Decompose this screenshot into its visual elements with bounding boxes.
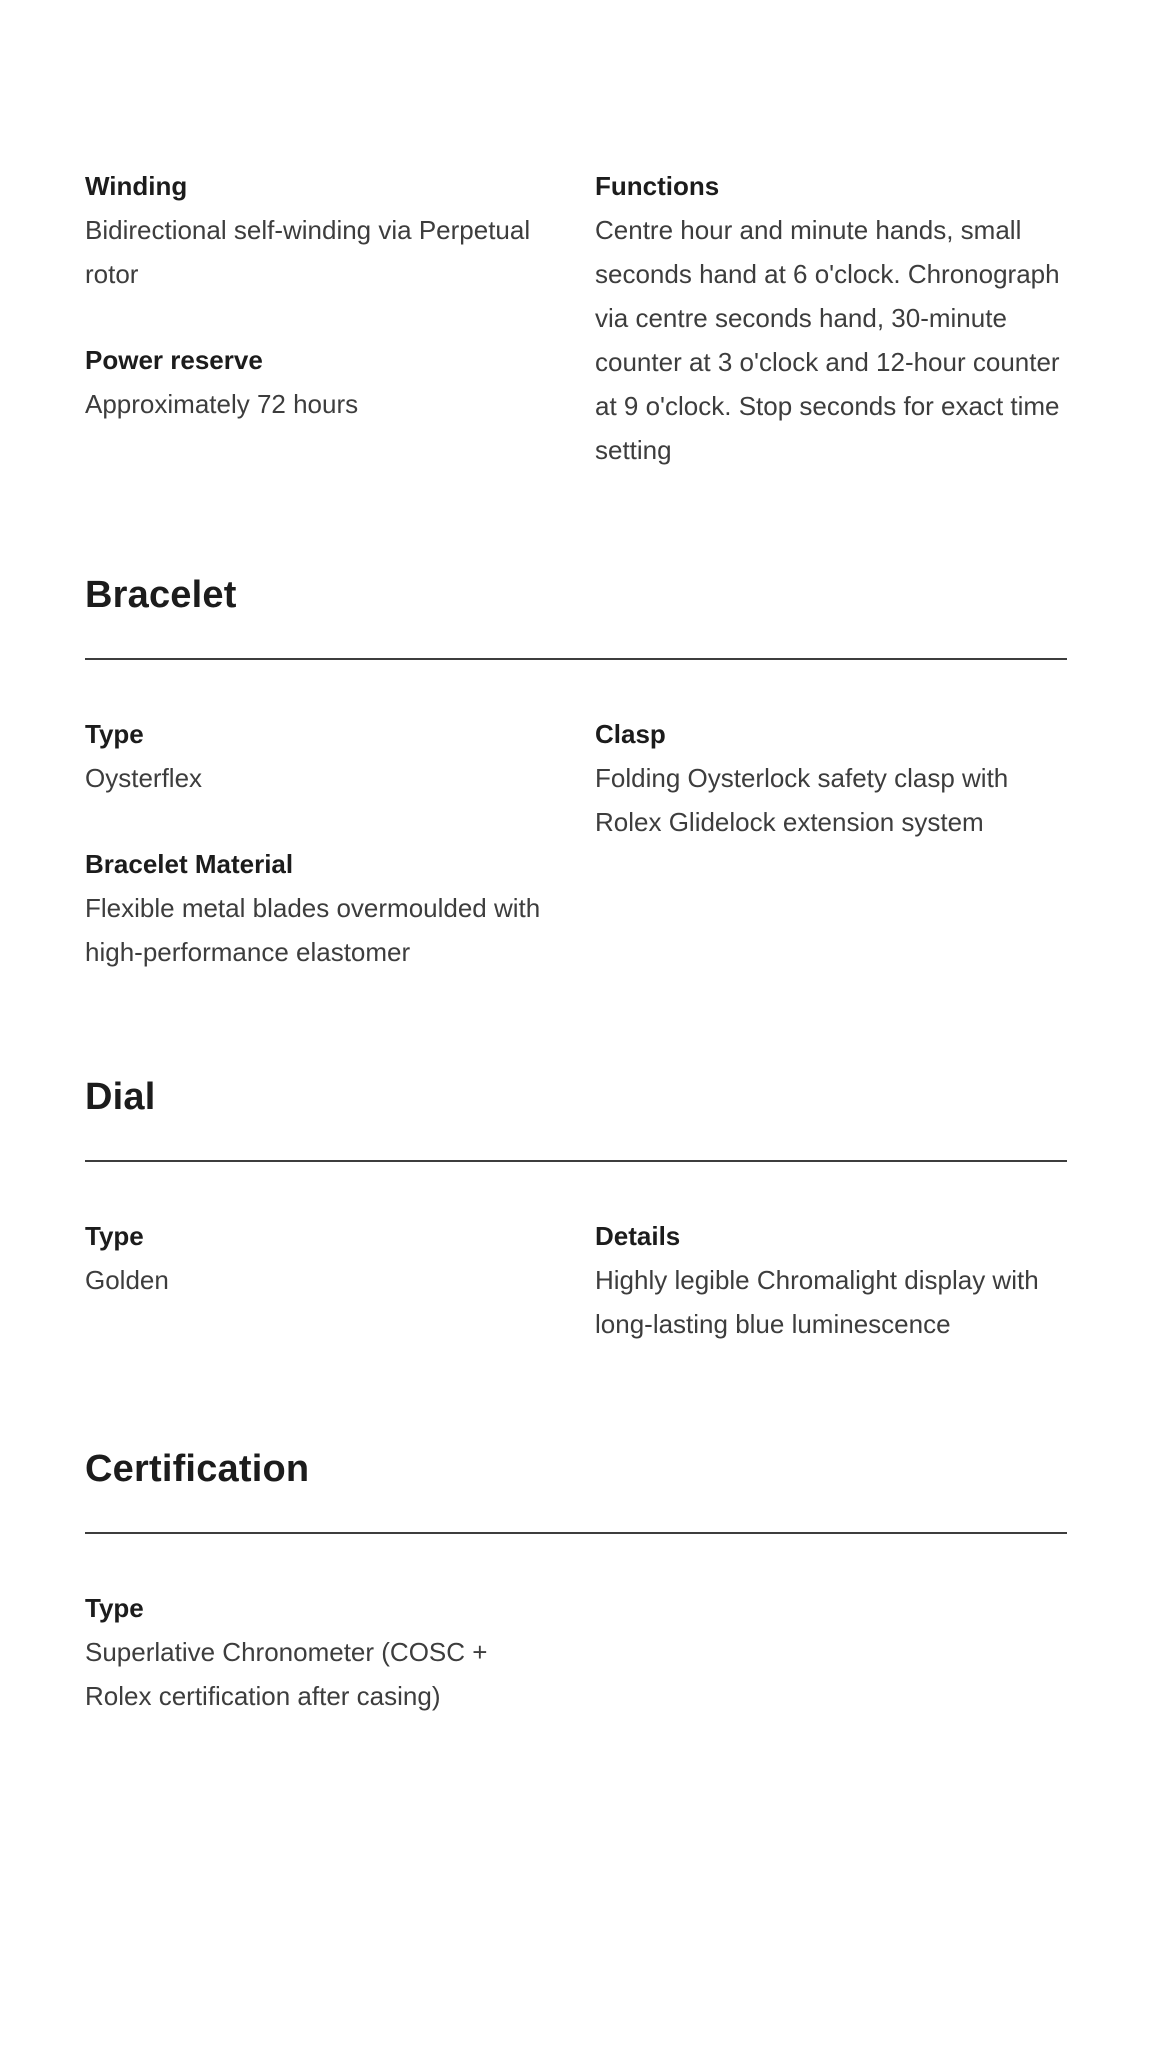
spec-value-functions: Centre hour and minute hands, small seconds hand at 6 o'clock. Chronograph via centre seconds hand, 30-minute counter at 3 o'clock and 12-hour counter at 9 o'clock. Stop seconds for exact time setting bbox=[595, 215, 1060, 465]
spec-value-dial-details: Highly legible Chromalight display with long-lasting blue luminescence bbox=[595, 1265, 1039, 1339]
spec-column-right bbox=[595, 712, 1067, 844]
section-divider bbox=[85, 1160, 1067, 1162]
spec-column-left bbox=[85, 1586, 557, 1718]
spec-value-winding: Bidirectional self-winding via Perpetual rotor bbox=[85, 215, 531, 289]
spec-item-power-reserve bbox=[85, 338, 557, 426]
spec-item-clasp bbox=[595, 712, 1067, 844]
spec-value-bracelet-material: Flexible metal blades overmoulded with high-performance elastomer bbox=[85, 893, 541, 967]
spec-label-certification-type: Type bbox=[85, 1593, 144, 1623]
spec-column-left bbox=[85, 1214, 557, 1302]
spec-item-bracelet-material bbox=[85, 842, 557, 974]
spec-item-dial-details bbox=[595, 1214, 1067, 1346]
spec-label-bracelet-material: Bracelet Material bbox=[85, 849, 294, 879]
spec-item-bracelet-type bbox=[85, 712, 557, 800]
dial-spec-grid bbox=[85, 1214, 1067, 1346]
spec-column-right bbox=[595, 164, 1067, 472]
spec-item-certification-type bbox=[85, 1586, 557, 1718]
spec-column-left bbox=[85, 164, 557, 426]
spec-item-functions bbox=[595, 164, 1067, 472]
certification-spec-grid bbox=[85, 1586, 1067, 1718]
spec-value-clasp: Folding Oysterlock safety clasp with Rolex Glidelock extension system bbox=[595, 763, 1009, 837]
spec-column-left bbox=[85, 712, 557, 974]
spec-label-clasp: Clasp bbox=[595, 719, 666, 749]
spec-label-bracelet-type: Type bbox=[85, 719, 144, 749]
section-title-certification: Certification bbox=[85, 1448, 310, 1490]
spec-label-dial-type: Type bbox=[85, 1221, 144, 1251]
spec-label-winding: Winding bbox=[85, 171, 188, 201]
spec-label-dial-details: Details bbox=[595, 1221, 681, 1251]
section-dial bbox=[85, 1074, 1067, 1346]
spec-item-winding bbox=[85, 164, 557, 296]
section-title-dial: Dial bbox=[85, 1076, 156, 1118]
bracelet-spec-grid bbox=[85, 712, 1067, 974]
section-movement-specs bbox=[85, 164, 1067, 472]
section-certification bbox=[85, 1446, 1067, 1718]
section-title-bracelet: Bracelet bbox=[85, 574, 237, 616]
spec-label-functions: Functions bbox=[595, 171, 720, 201]
section-divider bbox=[85, 658, 1067, 660]
spec-value-power-reserve: Approximately 72 hours bbox=[85, 389, 359, 419]
spec-column-right bbox=[595, 1214, 1067, 1346]
spec-value-certification-type: Superlative Chronometer (COSC + Rolex certification after casing) bbox=[85, 1637, 488, 1711]
spec-value-dial-type: Golden bbox=[85, 1265, 169, 1295]
spec-label-power-reserve: Power reserve bbox=[85, 345, 263, 375]
section-divider bbox=[85, 1532, 1067, 1534]
spec-value-bracelet-type: Oysterflex bbox=[85, 763, 203, 793]
spec-item-dial-type bbox=[85, 1214, 557, 1302]
section-bracelet bbox=[85, 572, 1067, 974]
